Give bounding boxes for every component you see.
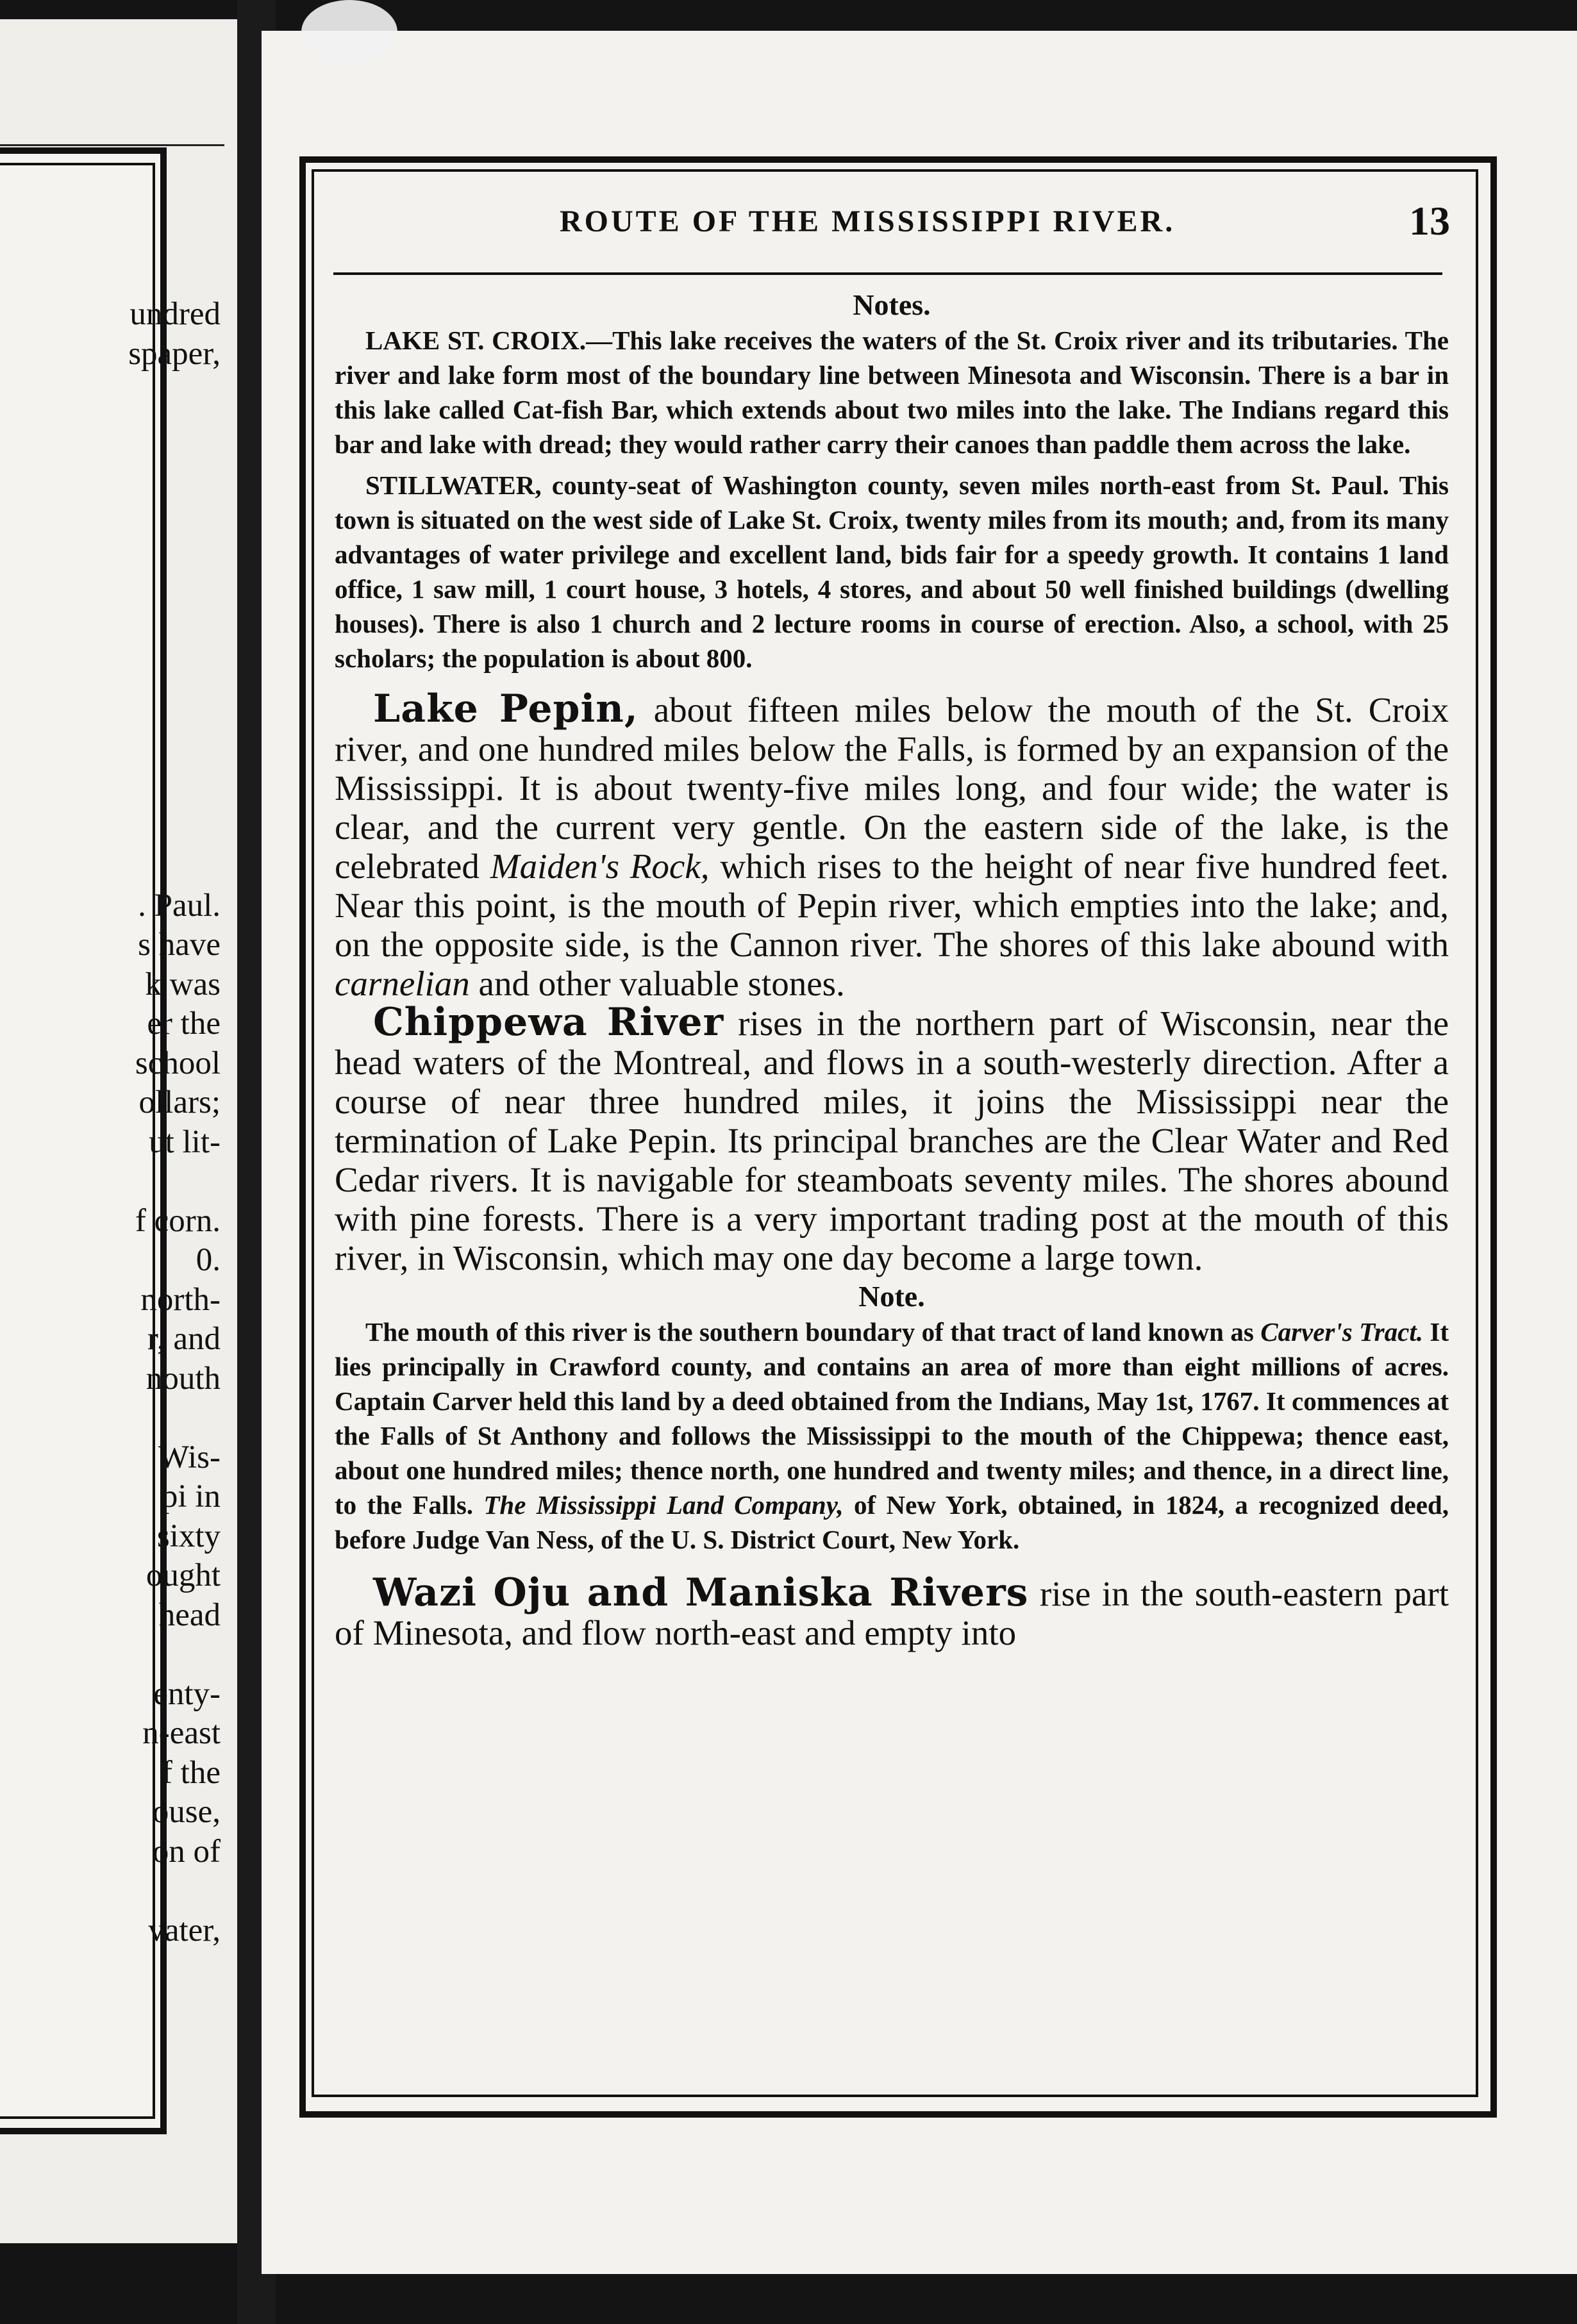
- facing-page-line: [54, 1162, 221, 1202]
- section-lead: Chippewa River: [373, 1000, 724, 1045]
- facing-page-line: [54, 610, 221, 650]
- note-text: The mouth of this river is the southern boundary of that tract of land known as: [365, 1317, 1261, 1347]
- facing-page-line: [54, 452, 221, 492]
- note-text: It lies principally in Crawford county, and contains an area of more than eight millions of acres. Captain Carver held this land by a deed obtained from the Indians, May 1st, 1767. It commences at the Falls of St Anthony and follows the Mississippi to the mouth of the Chippewa; thence east, about one hundred miles; thence north, one hundred and twenty miles; and thence, in a direct line, to the Falls.: [335, 1317, 1449, 1520]
- facing-page-line: [54, 571, 221, 611]
- note-carvers-tract: [335, 1315, 1449, 1557]
- facing-page-line: [54, 531, 221, 571]
- facing-page-line: [54, 768, 221, 808]
- facing-page-line: ouse,: [152, 1794, 221, 1830]
- facing-page-line: sixty: [156, 1518, 221, 1554]
- paragraph-wazi-oju: [335, 1570, 1449, 1652]
- italic-term: carnelian: [335, 964, 470, 1003]
- paragraph-text: which rises to the height of near five hundred feet. Near this point, is the mouth of Pepin river, which empties into the lake; and, on the opposite side, is the Cannon river. The shores of this lake abound with: [335, 847, 1449, 964]
- note-text: —This lake receives the waters of the St. Croix river and its tributaries. The river and lake form most of the boundary line between Minesota and Wisconsin. There is a bar in this lake called Cat-fish Bar, which extends about two miles into the lake. The Indians regard this bar and lake with dread; they would rather carry their canoes than paddle them across the lake.: [335, 326, 1449, 459]
- facing-page-line: ollars;: [138, 1084, 221, 1120]
- facing-page-line: r, and: [147, 1321, 221, 1357]
- note-stillwater: [335, 468, 1449, 676]
- facing-page-line: pi in: [161, 1479, 221, 1515]
- note-text: of New York, obtained, in 1824, a recognized deed, before Judge Van Ness, of the U. S. District Court, New York.: [335, 1490, 1449, 1554]
- facing-page-line: school: [135, 1045, 221, 1081]
- italic-term: Maiden's Rock,: [490, 847, 710, 886]
- facing-page-line: . Paul.: [138, 887, 221, 924]
- facing-page-line: f corn.: [135, 1202, 221, 1239]
- note-lake-st-croix: [335, 323, 1449, 461]
- facing-page-line: [54, 729, 221, 768]
- paragraph-text: rise in the south-eastern part of Minesota, and flow north-east and empty into: [335, 1574, 1449, 1652]
- section-lead: Wazi Oju and Maniska Rivers: [373, 1570, 1029, 1615]
- paragraph-lake-pepin: [335, 686, 1449, 1003]
- running-title: ROUTE OF THE MISSISSIPPI RIVER.: [560, 204, 1176, 238]
- facing-page-line: er the: [147, 1006, 221, 1042]
- facing-page-line: k was: [145, 966, 221, 1002]
- facing-page-line: [54, 689, 221, 729]
- paragraph-text: rises in the northern part of Wisconsin, near the head waters of the Montreal, and flows in a south-westerly direction. After a course of near three hundred miles, it joins the Mississippi near the termination of Lake Pepin. Its principal branches are the Clear Water and Red Cedar rivers. It is navigable for steamboats seventy miles. The shores abound with pine forests. There is a very important trading post at the mouth of this river, in Wisconsin, which may one day become a large town.: [335, 1004, 1449, 1277]
- facing-page-rule: [0, 144, 224, 146]
- header-rule: [333, 272, 1442, 275]
- facing-page-line: [54, 808, 221, 847]
- facing-page-line: ought: [146, 1557, 221, 1593]
- running-header: [337, 198, 1455, 249]
- section-lead: Lake Pepin,: [373, 686, 638, 731]
- facing-page: [0, 19, 237, 2243]
- facing-page-line: spaper,: [128, 335, 221, 372]
- facing-page-line: ut lit-: [149, 1124, 221, 1160]
- facing-page-line: north-: [140, 1281, 221, 1318]
- paragraph-text: and other valuable stones.: [469, 964, 845, 1003]
- facing-page-line: [54, 1635, 221, 1675]
- paragraph-text: about fifteen miles below the mouth of the St. Croix river, and one hundred miles below the Falls, is formed by an expansion of the Mississippi. It is about twenty-five miles long, and four wide; the water is clear, and the current very gentle. On the eastern side of the lake, is the celebrated: [335, 690, 1449, 886]
- italic-term: The Mississippi Land Company,: [483, 1490, 844, 1520]
- italic-term: Carver's Tract.: [1260, 1317, 1423, 1347]
- facing-page-line: undred: [129, 296, 221, 332]
- facing-page-line: [54, 413, 221, 453]
- page-content: [335, 287, 1449, 1652]
- facing-page-line: [54, 492, 221, 532]
- paragraph-chippewa-river: [335, 1000, 1449, 1277]
- facing-page-line: Wis-: [158, 1439, 221, 1475]
- note-lead: STILLWATER,: [365, 470, 542, 500]
- note-text: county-seat of Washington county, seven miles north-east from St. Paul. This town is situated on the west side of Lake St. Croix, twenty miles from its mouth; and, from its many advantages of water privilege and excellent land, bids fair for a speedy growth. It contains 1 land office, 1 saw mill, 1 court house, 3 hotels, 4 stores, and about 50 well finished buildings (dwelling houses). There is also 1 church and 2 lecture rooms in course of erection. Also, a school, with 25 scholars; the population is about 800.: [335, 470, 1449, 673]
- page-number: 13: [1409, 198, 1450, 244]
- facing-page-line: 0.: [196, 1242, 221, 1278]
- notes-heading: Notes.: [853, 288, 931, 321]
- facing-page-line: [54, 1399, 221, 1438]
- paper-blot: [301, 0, 397, 64]
- facing-page-line: [54, 1872, 221, 1911]
- facing-page-line: [54, 374, 221, 413]
- note-heading: Note.: [858, 1280, 925, 1313]
- facing-page-line: on of: [152, 1833, 221, 1870]
- facing-page-line: [54, 847, 221, 886]
- facing-page-line: enty-: [153, 1675, 221, 1712]
- facing-page-line: head: [158, 1597, 221, 1633]
- facing-page-text-fragments: [54, 295, 221, 1950]
- facing-page-line: n-east: [142, 1715, 221, 1751]
- note-lead: LAKE ST. CROIX.: [365, 326, 587, 355]
- facing-page-line: [54, 650, 221, 690]
- facing-page-line: f the: [161, 1754, 221, 1791]
- facing-page-line: s have: [138, 927, 221, 963]
- facing-page-line: nouth: [146, 1360, 221, 1397]
- facing-page-line: vater,: [148, 1912, 221, 1948]
